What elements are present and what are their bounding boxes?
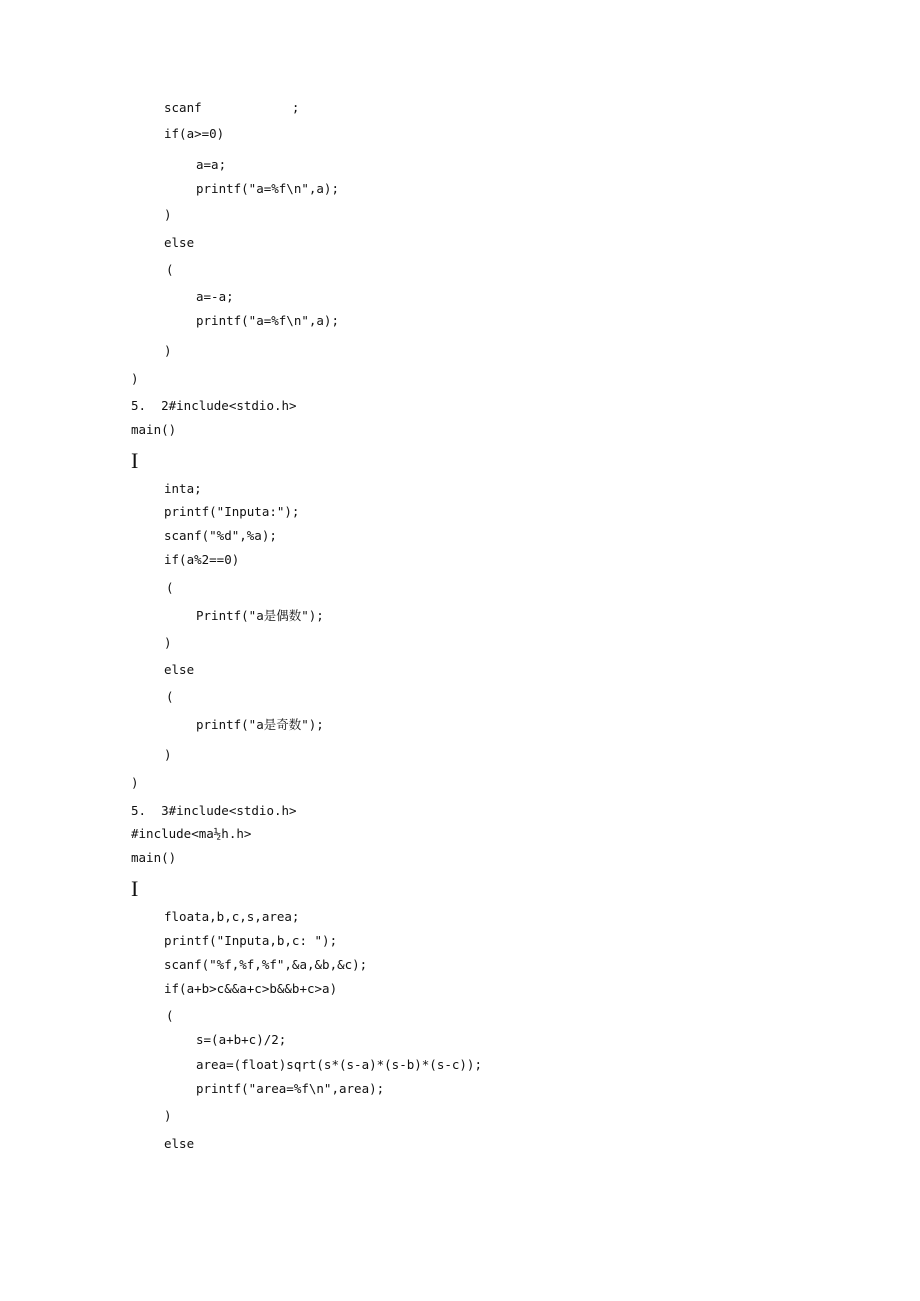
code-line: ( (166, 689, 174, 704)
code-line: ) (164, 343, 172, 358)
code-line: ) (131, 371, 139, 386)
code-line: else (164, 1136, 195, 1151)
code-line: s=(a+b+c)/2; (196, 1032, 287, 1047)
code-line: else (164, 235, 195, 250)
code-line: printf("area=%f\n",area); (196, 1081, 385, 1096)
code-line: printf("a=%f\n",a); (196, 313, 339, 328)
code-line: ( (166, 580, 174, 595)
code-line: Printf("a是偶数"); (196, 608, 324, 623)
section-heading: 5. 2#include<stdio.h> (131, 398, 297, 413)
code-line: else (164, 662, 195, 677)
code-line: if(a%2==0) (164, 552, 240, 567)
code-line: a=-a; (196, 289, 234, 304)
code-line: main() (131, 422, 177, 437)
code-line: ) (164, 207, 172, 222)
code-line: a=a; (196, 157, 227, 172)
code-line: area=(float)sqrt(s*(s-a)*(s-b)*(s-c)); (196, 1057, 482, 1072)
code-line: ) (164, 635, 172, 650)
code-line: printf("a=%f\n",a); (196, 181, 339, 196)
code-line: printf("Inputa,b,c: "); (164, 933, 338, 948)
code-line: main() (131, 850, 177, 865)
code-line: scanf ; (164, 100, 300, 115)
code-line: if(a>=0) (164, 126, 225, 141)
code-line: scanf("%d",%a); (164, 528, 277, 543)
code-line: printf("a是奇数"); (196, 717, 324, 732)
code-line: ) (164, 747, 172, 762)
code-line: printf("Inputa:"); (164, 504, 300, 519)
code-line: inta; (164, 481, 202, 496)
code-line: ( (166, 1008, 174, 1023)
code-line: ) (131, 775, 139, 790)
code-line: if(a+b>c&&a+c>b&&b+c>a) (164, 981, 338, 996)
code-line: floata,b,c,s,area; (164, 909, 300, 924)
code-line: ) (164, 1108, 172, 1123)
code-line: ( (166, 262, 174, 277)
code-line: #include<ma½h.h> (131, 826, 252, 841)
code-line: I (131, 448, 139, 473)
section-heading: 5. 3#include<stdio.h> (131, 803, 297, 818)
code-line: scanf("%f,%f,%f",&a,&b,&c); (164, 957, 368, 972)
code-line: I (131, 876, 139, 901)
